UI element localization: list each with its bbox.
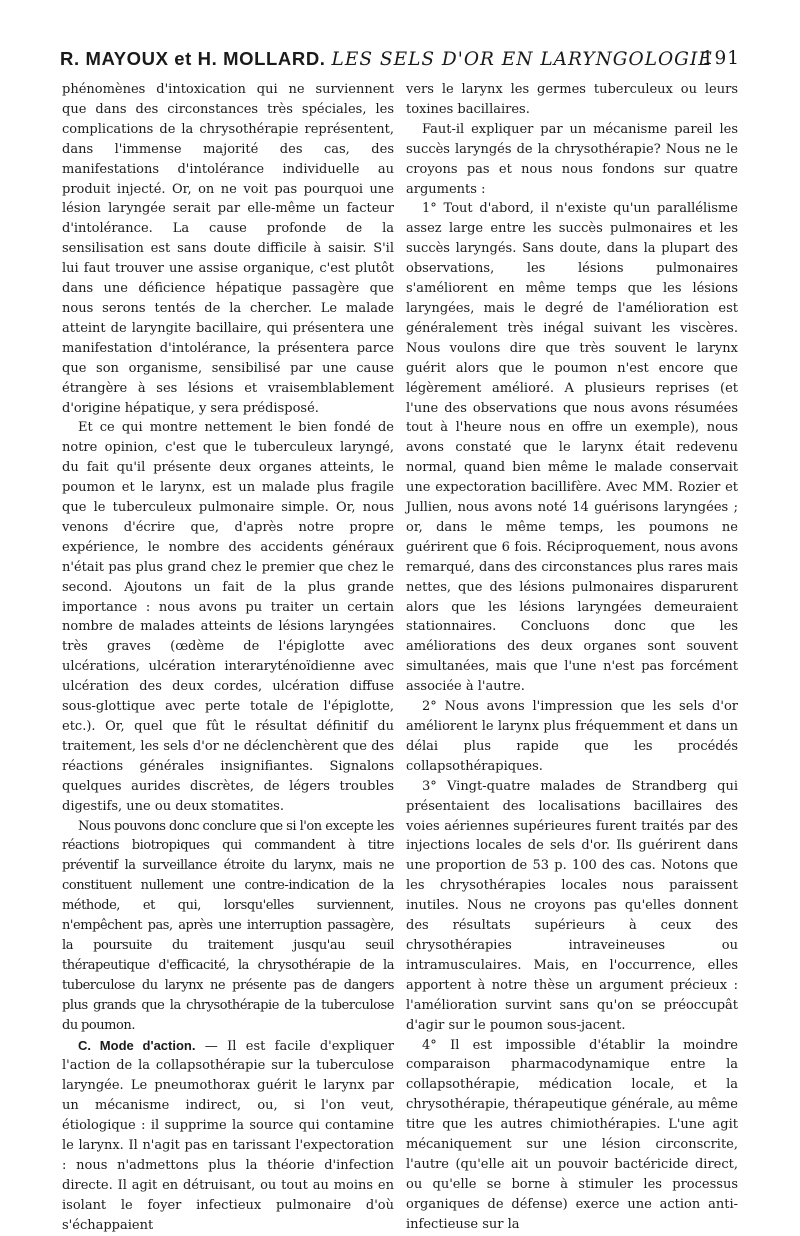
right-paragraph-1: vers le larynx les germes tuberculeux ou leurs toxines bacillaires. <box>406 82 738 117</box>
right-paragraph-5: 3° Vingt-quatre malades de Strandberg qui présentaient des localisations bacillaires des voies aériennes supérieures furent traités par des injections locales de sels d'or. Ils guérirent dans une proportion de 53 p. 100 des cas. Notons que les chrysothérapies locales nous paraissent inutiles. Nous ne croyons pas qu'elles donnent des résultats supérieurs à ceux des chrysothérapies intraveineuses ou intramusculaires. Mais, en l'occurrence, elles apportent à notre thèse un argument précieux : l'amélioration survint sans qu'on se préoccupât d'agir sur le poumon sous-jacent. <box>406 778 738 1033</box>
left-paragraph-2: Et ce qui montre nettement le bien fondé de notre opinion, c'est que le tuberculeux laryngé, du fait qu'il présente deux organes atteints, le poumon et le larynx, est un malade plus fragile que le tuberculeux pulmonaire simple. Or, nous venons d'écrire que, d'après notre propre expérience, le nombre des accidents généraux n'était pas plus grand chez le premier que chez le second. Ajoutons un fait de la plus grande importance : nous avons pu traiter un certain nombre de malades atteints de lésions laryngées très graves (œdème de l'épiglotte avec ulcérations, ulcération interaryténoïdienne avec ulcération des deux cordes, ulcération diffuse sous-glottique avec perte totale de l'épiglotte, etc.). Or, quel que fût le résultat définitif du traitement, les sels d'or ne déclenchèrent que des réactions générales insignifiantes. Signalons quelques aurides discrètes, de légers troubles digestifs, une ou deux stomatites. <box>62 420 394 814</box>
running-header <box>60 42 740 76</box>
header-authors: R. MAYOUX et H. MOLLARD. <box>60 48 326 69</box>
right-column <box>406 80 738 1235</box>
left-paragraph-1: phénomènes d'intoxication qui ne surviennent que dans des circonstances très spéciales, les complications de la chrysothérapie représentent, dans l'immense majorité des cas, des manifestations d'intolérance individuelle au produit injecté. Or, on ne voit pas pourquoi une lésion laryngée serait par elle-même un facteur d'intolérance. La cause profonde de la sensilisation est sans doute difficile à saisir. S'il lui faut trouver une assise organique, c'est plutôt dans une déficience hépatique passagère que nous serons tentés de la chercher. Le malade atteint de laryngite bacillaire, qui présentera une manifestation d'intolérance, la présentera parce que son organisme, sensibilisé par une cause étrangère à ses lésions et vraisemblablement d'origine hépatique, y sera prédisposé. <box>62 82 394 416</box>
right-paragraph-2: Faut-il expliquer par un mécanisme pareil les succès laryngés de la chrysothérapie? Nous ne le croyons pas et nous nous fondons sur quatre arguments : <box>406 121 738 197</box>
header-title: LES SELS D'OR EN LARYNGOLOGIE <box>331 49 713 70</box>
page-number: 191 <box>701 48 740 69</box>
right-paragraph-4: 2° Nous avons l'impression que les sels d'or améliorent le larynx plus fréquemment et dans un délai plus rapide que les procédés collapsothérapiques. <box>406 699 738 774</box>
left-column <box>62 80 394 1236</box>
section-heading-mode-action: C. Mode d'action. <box>78 1037 196 1053</box>
left-paragraph-4 <box>62 1036 394 1236</box>
left-paragraph-4-text: — Il est facile d'expliquer l'action de la collapsothérapie sur la tuberculose laryngée. Le pneumothorax guérit le larynx par un mécanisme indirect, ou, si l'on veut, étiologique : il supprime la source qui contamine le larynx. Il n'agit pas en tarissant l'expectoration : nous n'admettons plus la théorie d'infection directe. Il agit en détruisant, ou tout au moins en isolant le foyer infectieux pulmonaire d'où s'échappaient <box>62 1038 394 1233</box>
right-paragraph-6: 4° Il est impossible d'établir la moindre comparaison pharmacodynamique entre la collapsothérapie, médication locale, et la chrysothérapie, thérapeutique générale, au même titre que les autres chimiothérapies. L'une agit mécaniquement sur une lésion circonscrite, l'autre (qu'elle ait un pouvoir bactéricide direct, ou qu'elle se borne à stimuler les processus organiques de défense) exerce une action anti-infectieuse sur la <box>406 1037 738 1232</box>
left-paragraph-3: Nous pouvons donc conclure que si l'on excepte les réactions biotropiques qui commandent à titre préventif la surveillance étroite du larynx, mais ne constituent nullement une contre-indication de la méthode, et qui, lorsqu'elles surviennent, n'empêchent pas, après une interruption passagère, la poursuite du traitement jusqu'au seuil thérapeutique d'efficacité, la chrysothérapie de la tuberculose du larynx ne présente pas de dangers plus grands que la chrysothérapie de la tuberculose du poumon. <box>62 818 394 1033</box>
right-paragraph-3: 1° Tout d'abord, il n'existe qu'un parallélisme assez large entre les succès pulmonaires et les succès laryngés. Sans doute, dans la plupart des observations, les lésions pulmonaires s'améliorent en même temps que les lésions laryngées, mais le degré de l'amélioration est généralement très inégal suivant les viscères. Nous voulons dire que très souvent le larynx guérit alors que le poumon n'est encore que légèrement amélioré. A plusieurs reprises (et l'une des observations que nous avons résumées tout à l'heure nous en offre un exemple), nous avons constaté que le larynx était redevenu normal, quand bien même le malade conservait une expectoration bacillifère. Avec MM. Rozier et Jullien, nous avons noté 14 guérisons laryngées ; or, dans le même temps, les poumons ne guérirent que 6 fois. Réciproquement, nous avons remarqué, dans des circonstances plus rares mais nettes, que des lésions pulmonaires disparurent alors que les lésions laryngées demeuraient stationnaires. Concluons donc que les améliorations des deux organes sont souvent simultanées, mais que l'une n'est pas forcément associée à l'autre. <box>406 201 738 695</box>
